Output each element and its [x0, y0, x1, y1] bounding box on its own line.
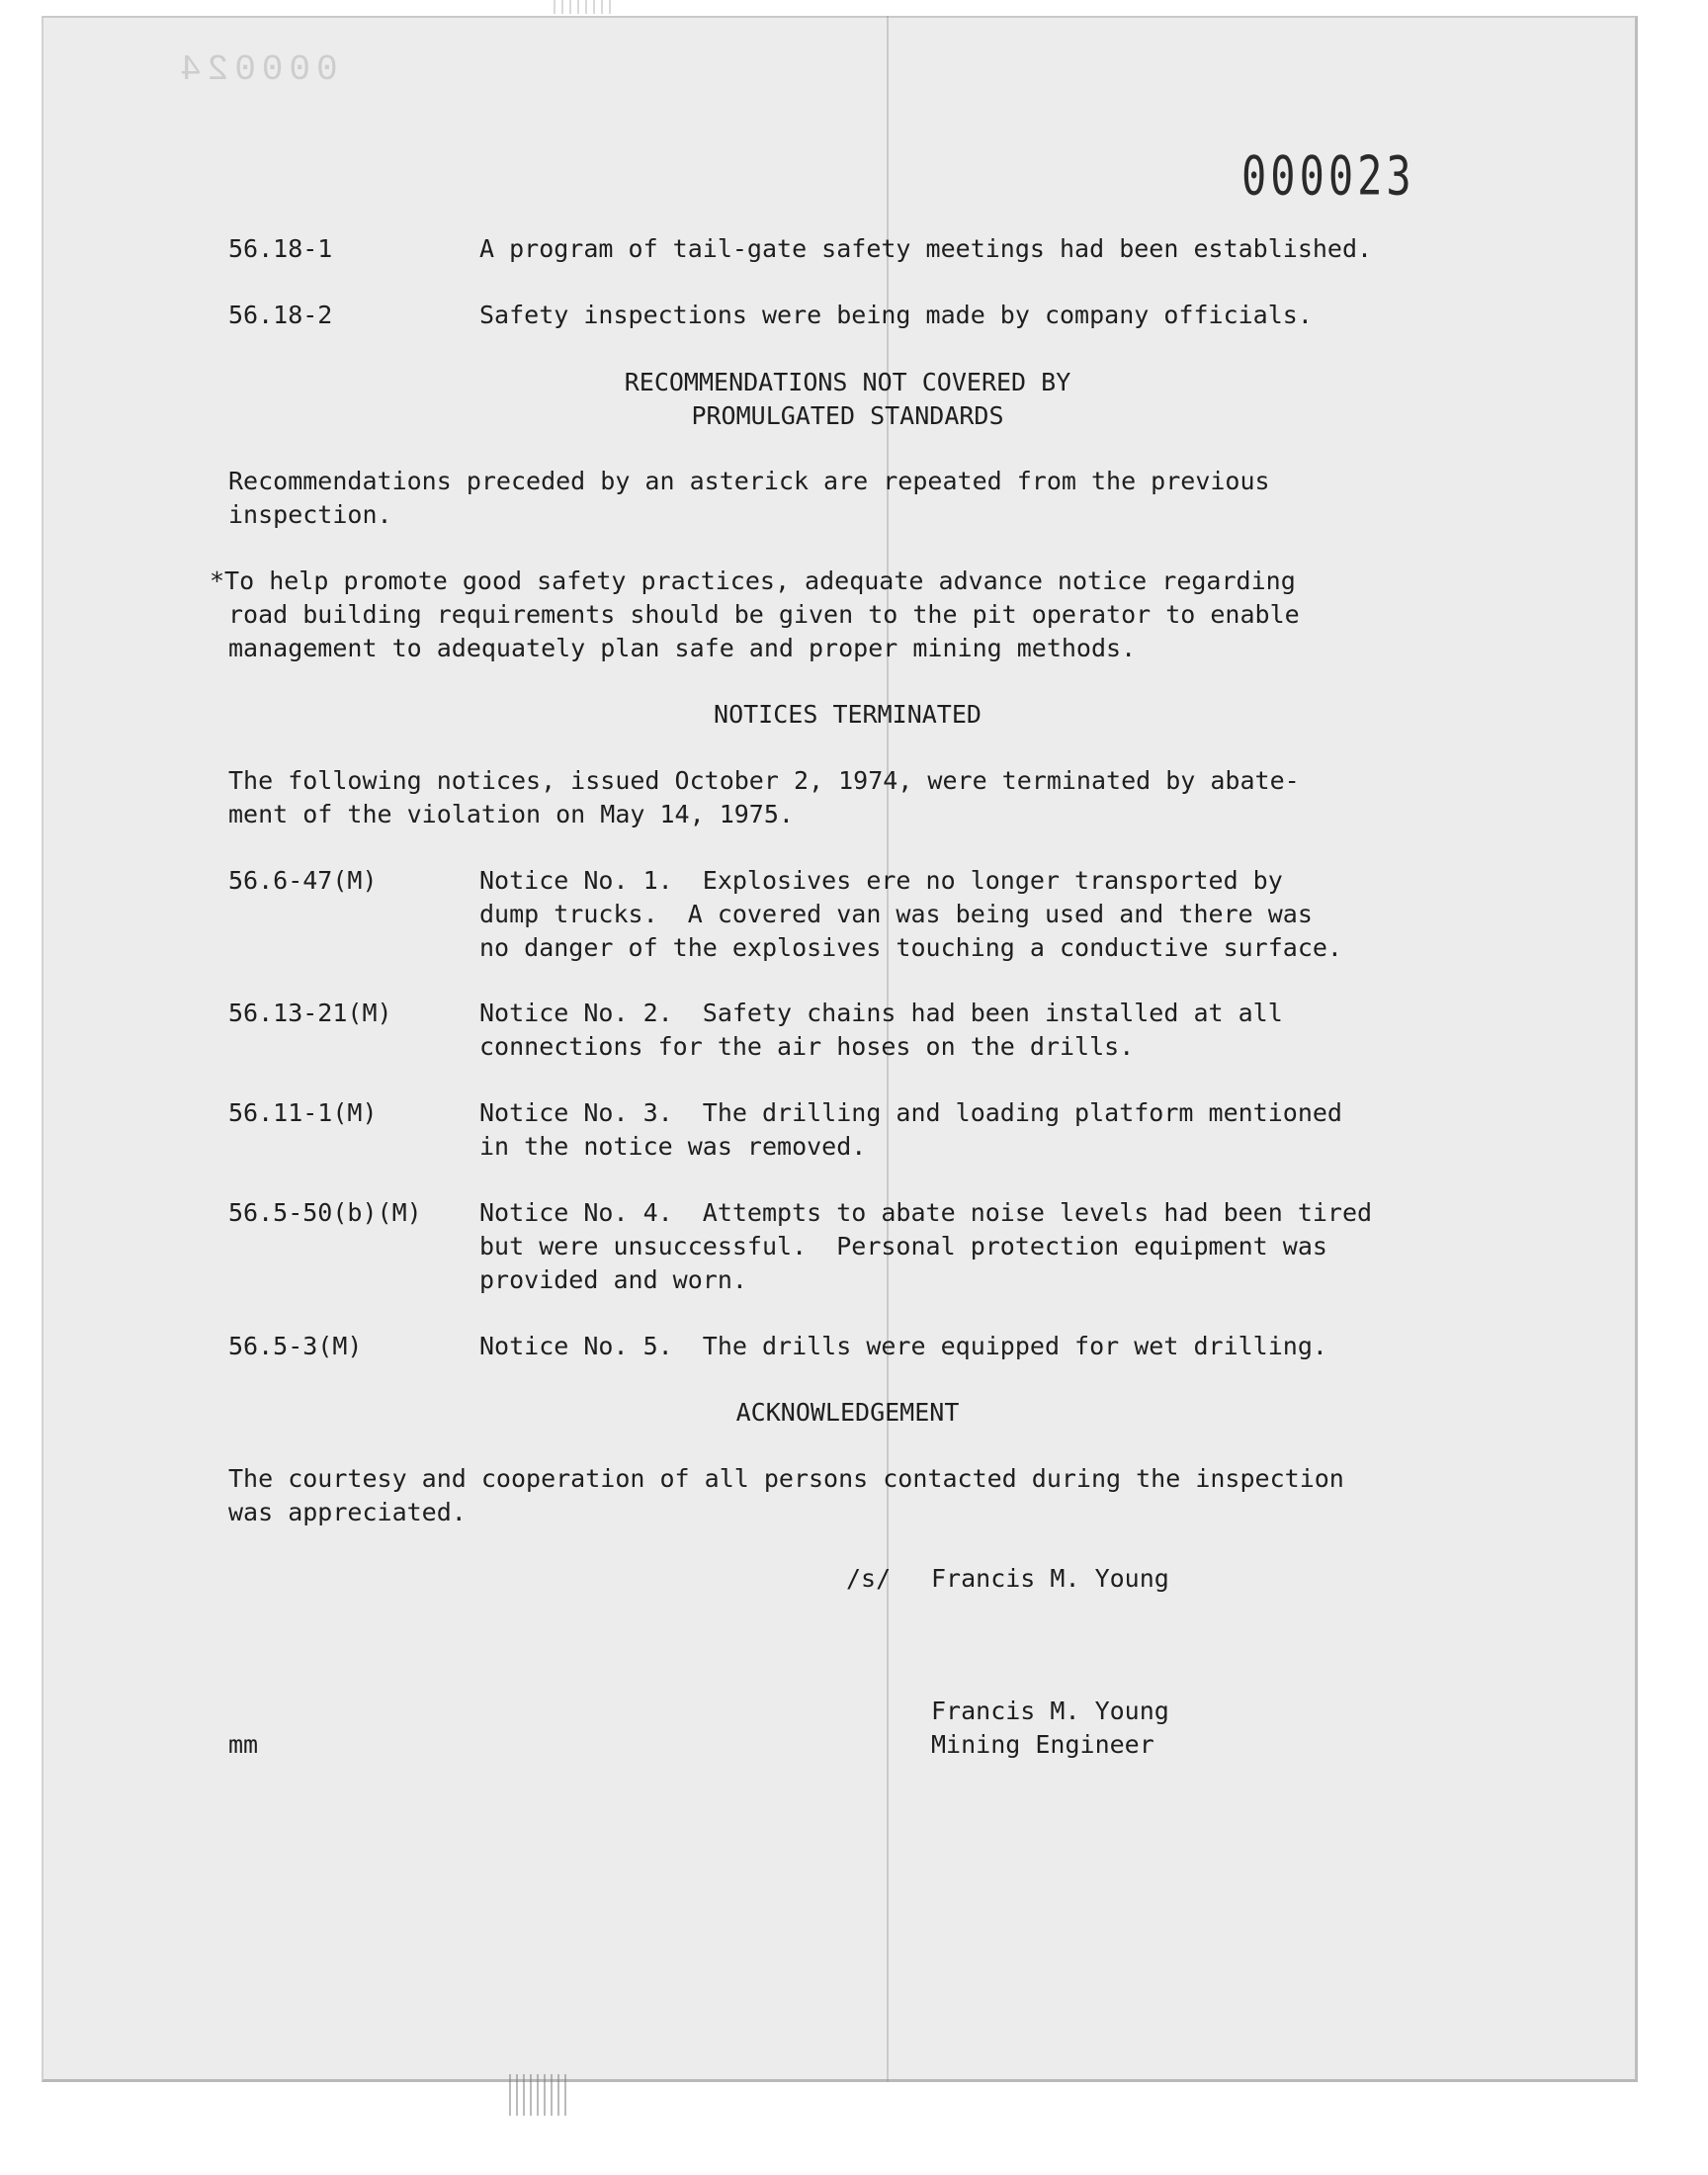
- notice-text: Notice No. 3. The drilling and loading platform mentioned: [479, 1098, 1342, 1127]
- recommendations-heading: RECOMMENDATIONS NOT COVERED BY: [624, 368, 1071, 396]
- typist-initials: mm: [228, 1730, 259, 1759]
- signed-name: Francis M. Young: [931, 1564, 1169, 1593]
- notice-text: Notice No. 1. Explosives ere no longer transported by: [479, 866, 1283, 895]
- recommendations-intro: Recommendations preceded by an asterick are repeated from the previous: [228, 467, 1270, 495]
- scan-edge-mark-top: [554, 0, 613, 14]
- notice-code: 56.11-1(M): [228, 1098, 378, 1127]
- document-number: 000023: [1241, 144, 1415, 208]
- notice-text: provided and worn.: [479, 1265, 747, 1294]
- finding-code: 56.18-2: [228, 301, 333, 329]
- recommendation-item: management to adequately plan safe and proper mining methods.: [228, 634, 1137, 662]
- recommendations-heading-line2: PROMULGATED STANDARDS: [691, 401, 1004, 430]
- finding-code: 56.18-1: [228, 234, 333, 263]
- bleed-through-stamp: 000024: [174, 49, 338, 90]
- notice-code: 56.13-21(M): [228, 999, 392, 1027]
- notice-text: Notice No. 4. Attempts to abate noise levels had been tired: [479, 1198, 1373, 1227]
- recommendation-item: road building requirements should be given to the pit operator to enable: [228, 600, 1300, 629]
- notices-intro: ment of the violation on May 14, 1975.: [228, 800, 794, 828]
- notice-text: connections for the air hoses on the drills.: [479, 1032, 1135, 1061]
- acknowledgement-heading: ACKNOWLEDGEMENT: [735, 1398, 960, 1427]
- notice-text: in the notice was removed.: [479, 1132, 867, 1161]
- notice-text: Notice No. 2. Safety chains had been installed at all: [479, 999, 1283, 1027]
- finding-text: Safety inspections were being made by company officials.: [479, 301, 1313, 329]
- scan-edge-mark-bottom: [509, 2074, 568, 2116]
- notice-text: no danger of the explosives touching a conductive surface.: [479, 933, 1342, 962]
- signatory-name: Francis M. Young: [931, 1696, 1169, 1725]
- notice-code: 56.6-47(M): [228, 866, 378, 895]
- notice-code: 56.5-50(b)(M): [228, 1198, 422, 1227]
- notice-code: 56.5-3(M): [228, 1332, 363, 1360]
- recommendation-item: *To help promote good safety practices, adequate advance notice regarding: [210, 566, 1296, 595]
- finding-text: A program of tail-gate safety meetings had been established.: [479, 234, 1373, 263]
- notices-heading: NOTICES TERMINATED: [714, 700, 982, 729]
- signatory-title: Mining Engineer: [931, 1730, 1154, 1759]
- notice-text: dump trucks. A covered van was being used and there was: [479, 900, 1313, 928]
- acknowledgement-text: The courtesy and cooperation of all persons contacted during the inspection: [228, 1464, 1344, 1493]
- notice-text: but were unsuccessful. Personal protection equipment was: [479, 1232, 1327, 1261]
- notices-intro: The following notices, issued October 2, 1974, were terminated by abate-: [228, 766, 1300, 795]
- recommendations-intro: inspection.: [228, 500, 392, 529]
- acknowledgement-text: was appreciated.: [228, 1498, 467, 1526]
- notice-text: Notice No. 5. The drills were equipped for wet drilling.: [479, 1332, 1327, 1360]
- signature-mark: /s/: [846, 1564, 892, 1593]
